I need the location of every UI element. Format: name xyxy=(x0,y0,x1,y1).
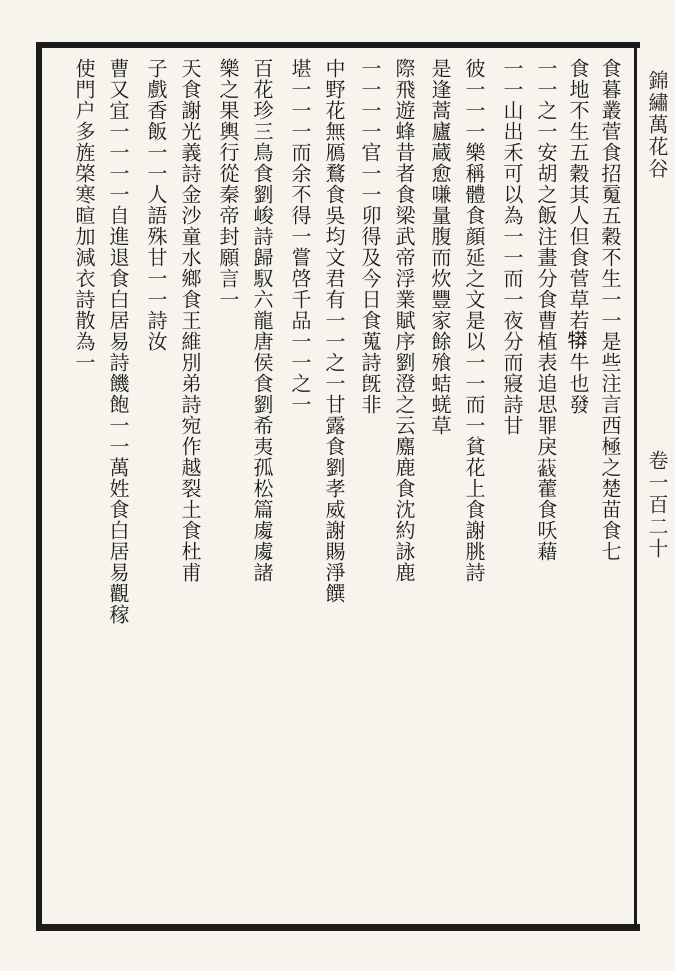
volume-label: 卷一百二十 xyxy=(645,450,669,560)
book-title: 錦繡萬花谷 xyxy=(645,70,669,180)
text-column: 彼一一一樂稱體食顔延之文是以一一而一貧花上食謝朓詩 xyxy=(462,58,486,583)
text-column: 中野花無鴈鶩食吳均文君有一一之一甘露食劉孝威謝賜淨饌 xyxy=(322,58,346,604)
text-column: 一一之一安胡之飯注畫分食曹植表追思罪戾𦿐藿食㕭藉 xyxy=(534,58,558,562)
text-column: 一一山出禾可以為一一而一夜分而寢詩甘 xyxy=(500,58,524,436)
text-column: 食暮叢菅食招䰟五穀不生一一是些注言西極之楚苗食七 xyxy=(598,58,622,562)
text-column: 食地不生五穀其人但食菅草若𤛘牛也發 xyxy=(566,58,590,415)
frame-rule-left xyxy=(36,42,42,931)
frame-rule-right xyxy=(634,42,637,931)
text-column: 樂之果輿行從秦帝封願言一 xyxy=(216,58,240,310)
text-column: 曹又宜一一一一自進退食白居易詩饑飽一一萬姓食白居易觀稼 xyxy=(106,58,130,625)
text-column: 際飛遊蜂昔者食梁武帝浮業賦序劉澄之云䴥鹿食沈約詠鹿 xyxy=(392,58,416,583)
fold-margin xyxy=(640,30,672,930)
text-column: 天食謝光義詩金沙童水鄉食王維別弟詩宛作越裂土食杜甫 xyxy=(178,58,202,583)
text-column: 子戲香飯一一人語殊甘一一詩汝 xyxy=(144,58,168,352)
frame-rule-bottom xyxy=(36,924,640,931)
frame-rule-top xyxy=(40,42,640,48)
text-column: 堪一一一而余不得一嘗啓千品一一之一 xyxy=(288,58,312,415)
text-column: 使門户多旌棨寒暄加減衣詩散為一 xyxy=(72,58,96,373)
text-columns xyxy=(46,52,632,920)
text-column: 百花珍三鳥食劉峻詩歸馭六龍唐侯食劉希夷孤松篇䖏䖏諸 xyxy=(250,58,274,583)
text-column: 是逢蒿廬蔵愈嗛量腹而炊豐家餘飱蛣蜣草 xyxy=(428,58,452,436)
text-column: 一一一一官一一卯得及今日食蒐詩旣非 xyxy=(358,58,382,415)
